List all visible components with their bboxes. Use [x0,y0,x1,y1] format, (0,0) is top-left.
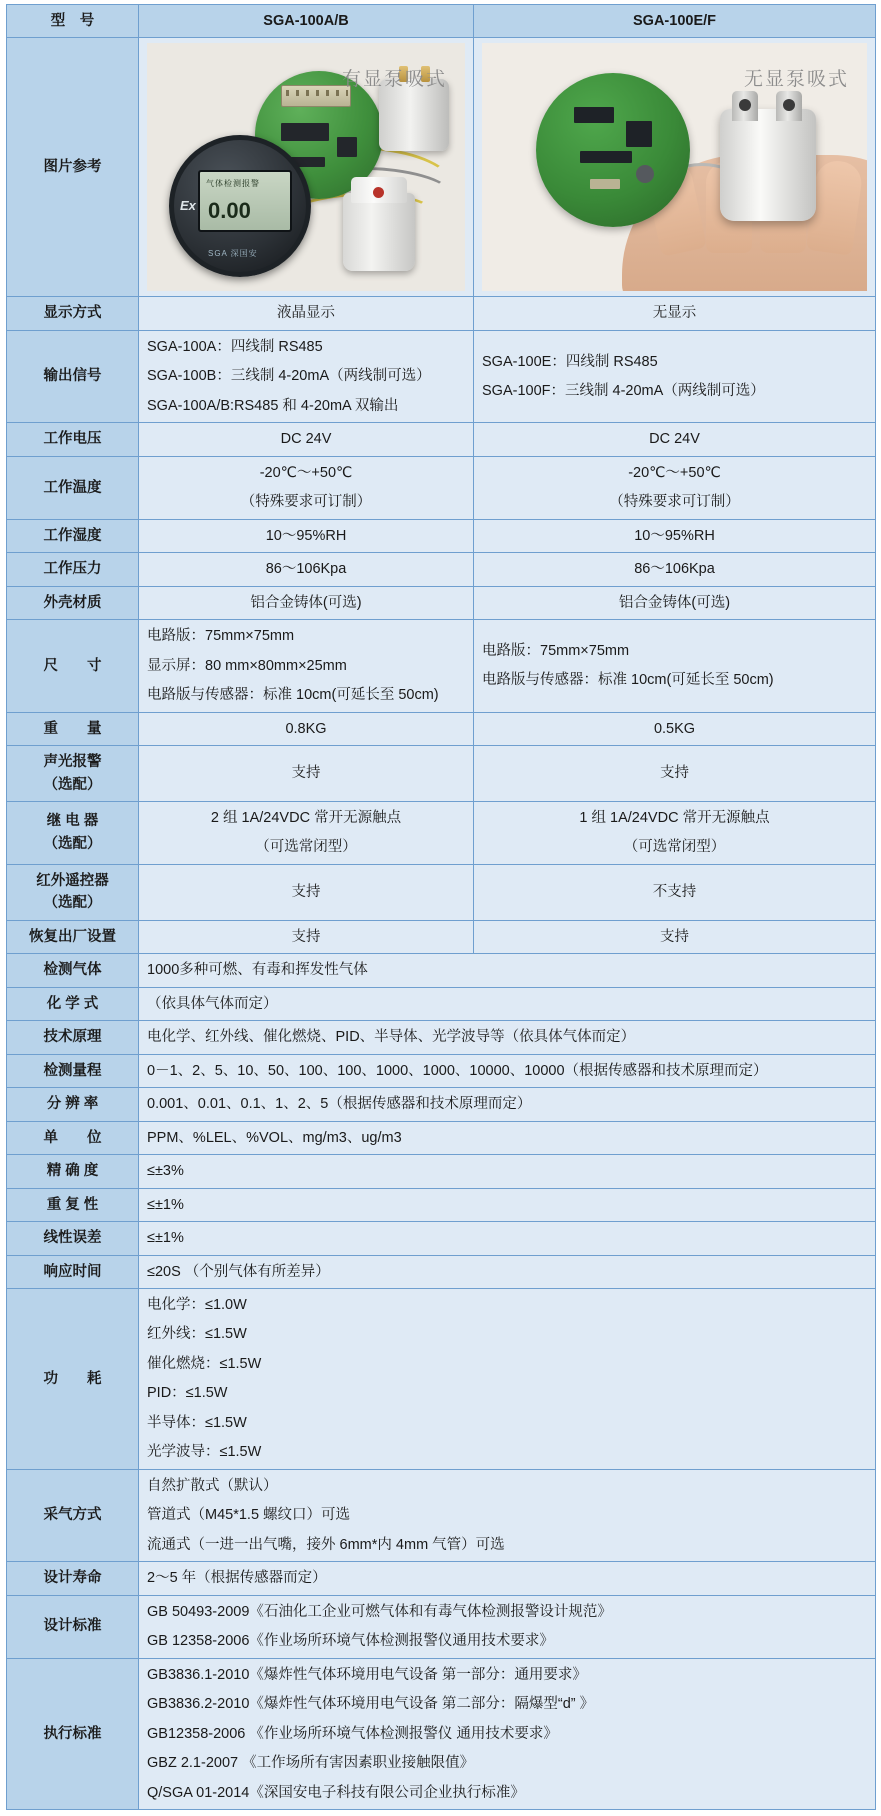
cell-factory-reset-b: 支持 [474,920,876,953]
gas-sensor-image [343,193,415,271]
table-row-exec-standard [7,1658,876,1809]
table-row-unit [7,1121,876,1154]
table-row-remote [7,864,876,920]
temp-b-line2: （特殊要求可订制） [609,494,740,511]
row-label-pressure: 工作压力 [7,553,139,586]
photo-caption-a: 有显泵吸式 [341,69,447,91]
cell-remote-b: 不支持 [474,864,876,920]
table-row-lifespan [7,1562,876,1595]
cell-display-b: 无显示 [474,297,876,330]
row-label-display: 显示方式 [7,297,139,330]
table-row-size [7,620,876,712]
product-photo-a-cell [139,38,474,297]
size-a-line3: 电路版与传感器：标准 10cm(可延长至 50cm) [147,687,439,704]
power-line4: PID：≤1.5W [147,1385,228,1402]
table-row-accuracy [7,1155,876,1188]
relay-label-main: 继 电 器 [46,813,99,830]
cell-response-time: ≤20S （个别气体有所差异） [139,1255,876,1288]
cell-design-standard [139,1595,876,1658]
row-label-image: 图片参考 [7,38,139,297]
row-label-repeatability: 重 复 性 [7,1188,139,1221]
power-line6: 光学波导：≤1.5W [147,1444,262,1461]
cell-exec-standard [139,1658,876,1809]
table-row-voltage [7,423,876,456]
cell-resolution: 0.001、0.01、0.1、1、2、5（根据传感器和技术原理而定） [139,1088,876,1121]
product-photo-a [147,43,465,291]
sampling-line3: 流通式（一进一出气嘴，接外 6mm*内 4mm 气管）可选 [147,1536,505,1553]
exec-standard-line3: GB12358-2006 《作业场所环境气体检测报警仪 通用技术要求》 [147,1725,558,1742]
alarm-label-main: 声光报警 [43,754,102,771]
row-label-alarm [7,746,139,802]
exec-standard-line2: GB3836.2-2010《爆炸性气体环境用电气设备 第二部分：隔爆型“d” 》 [147,1696,595,1713]
row-label-gas: 检测气体 [7,954,139,987]
output-b-line2: SGA-100F：三线制 4-20mA（两线制可选） [482,383,765,400]
remote-label-main: 红外遥控器 [36,872,109,889]
power-line1: 电化学：≤1.0W [147,1297,247,1313]
size-b-line2: 电路版与传感器：标准 10cm(可延长至 50cm) [482,672,774,689]
cell-display-a: 液晶显示 [139,297,474,330]
power-line5: 半导体：≤1.5W [147,1414,247,1431]
table-row-weight [7,712,876,745]
row-label-humidity: 工作湿度 [7,519,139,552]
temp-b-line1: -20℃～+50℃ [628,464,721,481]
cell-pressure-a: 86～106Kpa [139,553,474,586]
temp-a-line1: -20℃～+50℃ [259,464,353,481]
cell-repeatability: ≤±1% [139,1188,876,1221]
row-label-principle: 技术原理 [7,1021,139,1054]
table-row-power [7,1289,876,1470]
cell-range: 0－1、2、5、10、50、100、100、1000、1000、10000、10000（根据传感器和技术原理而定） [139,1054,876,1087]
table-row-response-time [7,1255,876,1288]
ex-mark-label: Ex [180,198,196,214]
row-label-range: 检测量程 [7,1054,139,1087]
output-a-line3: SGA-100A/B:RS485 和 4-20mA 双输出 [147,397,399,414]
cell-accuracy: ≤±3% [139,1155,876,1188]
table-row-range [7,1054,876,1087]
table-row-output [7,330,876,422]
product-photo-b [482,43,867,291]
exec-standard-line1: GB3836.1-2010《爆炸性气体环境用电气设备 第一部分：通用要求》 [147,1666,587,1683]
row-label-temperature: 工作温度 [7,456,139,519]
table-row-alarm [7,746,876,802]
photo-caption-b: 无显泵吸式 [743,69,849,91]
row-label-voltage: 工作电压 [7,423,139,456]
meter-lcd-title: 气体检测报警 [206,179,260,189]
cell-unit: PPM、%LEL、%VOL、mg/m3、ug/m3 [139,1121,876,1154]
row-label-response-time: 响应时间 [7,1255,139,1288]
cell-remote-a: 支持 [139,864,474,920]
meter-lcd-value: 0.00 [208,198,251,224]
cell-shell-b: 铝合金铸体(可选) [474,586,876,619]
specification-table [6,4,876,1810]
power-line3: 催化燃烧：≤1.5W [147,1355,262,1372]
power-line2: 红外线：≤1.5W [147,1326,247,1343]
relay-b-line1: 1 组 1A/24VDC 常开无源触点 [579,809,770,826]
circuit-board-image [536,73,690,227]
product-photo-b-cell [474,38,876,297]
row-label-design-standard: 设计标准 [7,1595,139,1658]
exec-standard-line5: Q/SGA 01-2014《深国安电子科技有限公司企业执行标准》 [147,1784,525,1801]
cell-relay-b [474,801,876,864]
table-row-humidity [7,519,876,552]
table-row-resolution [7,1088,876,1121]
cell-factory-reset-a: 支持 [139,920,474,953]
table-row-gas [7,954,876,987]
row-label-size: 尺 寸 [7,620,139,712]
row-label-exec-standard: 执行标准 [7,1658,139,1809]
cell-alarm-b: 支持 [474,746,876,802]
brand-label: SGA 深国安 [208,249,258,259]
cell-weight-a: 0.8KG [139,712,474,745]
table-row-model [7,5,876,38]
cell-output-a [139,330,474,422]
row-label-resolution: 分 辨 率 [7,1088,139,1121]
cell-size-a [139,620,474,712]
table-row-shell [7,586,876,619]
design-standard-line1: GB 50493-2009《石油化工企业可燃气体和有毒气体检测报警设计规范》 [147,1603,612,1620]
cell-shell-a: 铝合金铸体(可选) [139,586,474,619]
size-b-line1: 电路版：75mm×75mm [482,642,630,659]
table-row-pressure [7,553,876,586]
cell-voltage-b: DC 24V [474,423,876,456]
design-standard-line2: GB 12358-2006《作业场所环境气体检测报警仪通用技术要求》 [147,1633,554,1650]
cell-relay-a [139,801,474,864]
table-row-sampling [7,1469,876,1561]
sampling-line1: 自然扩散式（默认） [147,1477,278,1494]
size-a-line2: 显示屏：80 mm×80mm×25mm [147,657,347,674]
relay-label-sub: （选配） [43,835,102,852]
column-header-a: SGA-100A/B [139,5,474,38]
row-label-remote [7,864,139,920]
cell-humidity-a: 10～95%RH [139,519,474,552]
row-label-linear-error: 线性误差 [7,1222,139,1255]
cell-principle: 电化学、红外线、催化燃烧、PID、半导体、光学波导等（依具体气体而定） [139,1021,876,1054]
output-a-line2: SGA-100B：三线制 4-20mA（两线制可选） [147,368,431,385]
table-row-temperature [7,456,876,519]
cell-alarm-a: 支持 [139,746,474,802]
row-label-power: 功 耗 [7,1289,139,1470]
cell-voltage-a: DC 24V [139,423,474,456]
table-row-relay [7,801,876,864]
row-label-relay [7,801,139,864]
cell-linear-error: ≤±1% [139,1222,876,1255]
row-label-unit: 单 位 [7,1121,139,1154]
relay-b-line2: （可选常闭型） [623,839,726,856]
sampling-line2: 管道式（M45*1.5 螺纹口）可选 [147,1507,351,1524]
cell-temperature-a [139,456,474,519]
table-row-image [7,38,876,297]
cell-sampling [139,1469,876,1561]
row-label-output: 输出信号 [7,330,139,422]
cell-humidity-b: 10～95%RH [474,519,876,552]
table-row-design-standard [7,1595,876,1658]
row-label-lifespan: 设计寿命 [7,1562,139,1595]
row-label-shell: 外壳材质 [7,586,139,619]
table-row-linear-error [7,1222,876,1255]
cell-pressure-b: 86～106Kpa [474,553,876,586]
row-label-sampling: 采气方式 [7,1469,139,1561]
cell-weight-b: 0.5KG [474,712,876,745]
table-row-principle [7,1021,876,1054]
cell-size-b [474,620,876,712]
cell-formula: （依具体气体而定） [139,987,876,1020]
table-row-formula [7,987,876,1020]
row-label-formula: 化 学 式 [7,987,139,1020]
table-row-display [7,297,876,330]
exec-standard-line4: GBZ 2.1-2007 《工作场所有害因素职业接触限值》 [147,1755,475,1772]
relay-a-line1: 2 组 1A/24VDC 常开无源触点 [210,809,402,826]
cell-output-b [474,330,876,422]
temp-a-line2: （特殊要求可订制） [240,494,372,511]
cell-gas: 1000多种可燃、有毒和挥发性气体 [139,954,876,987]
table-row-factory-reset [7,920,876,953]
alarm-label-sub: （选配） [43,776,102,793]
table-row-repeatability [7,1188,876,1221]
row-label-accuracy: 精 确 度 [7,1155,139,1188]
display-meter-image [169,135,311,277]
row-label-factory-reset: 恢复出厂设置 [7,920,139,953]
size-a-line1: 电路版：75mm×75mm [147,628,295,645]
cell-power [139,1289,876,1470]
cell-lifespan: 2～5 年（根据传感器而定） [139,1562,876,1595]
relay-a-line2: （可选常闭型） [255,839,357,856]
remote-label-sub: （选配） [43,895,102,912]
cell-temperature-b [474,456,876,519]
output-a-line1: SGA-100A：四线制 RS485 [147,338,323,355]
output-b-line1: SGA-100E：四线制 RS485 [482,353,658,370]
pump-detector-image [720,109,816,221]
column-header-b: SGA-100E/F [474,5,876,38]
row-label-weight: 重 量 [7,712,139,745]
row-label-model: 型 号 [7,5,139,38]
